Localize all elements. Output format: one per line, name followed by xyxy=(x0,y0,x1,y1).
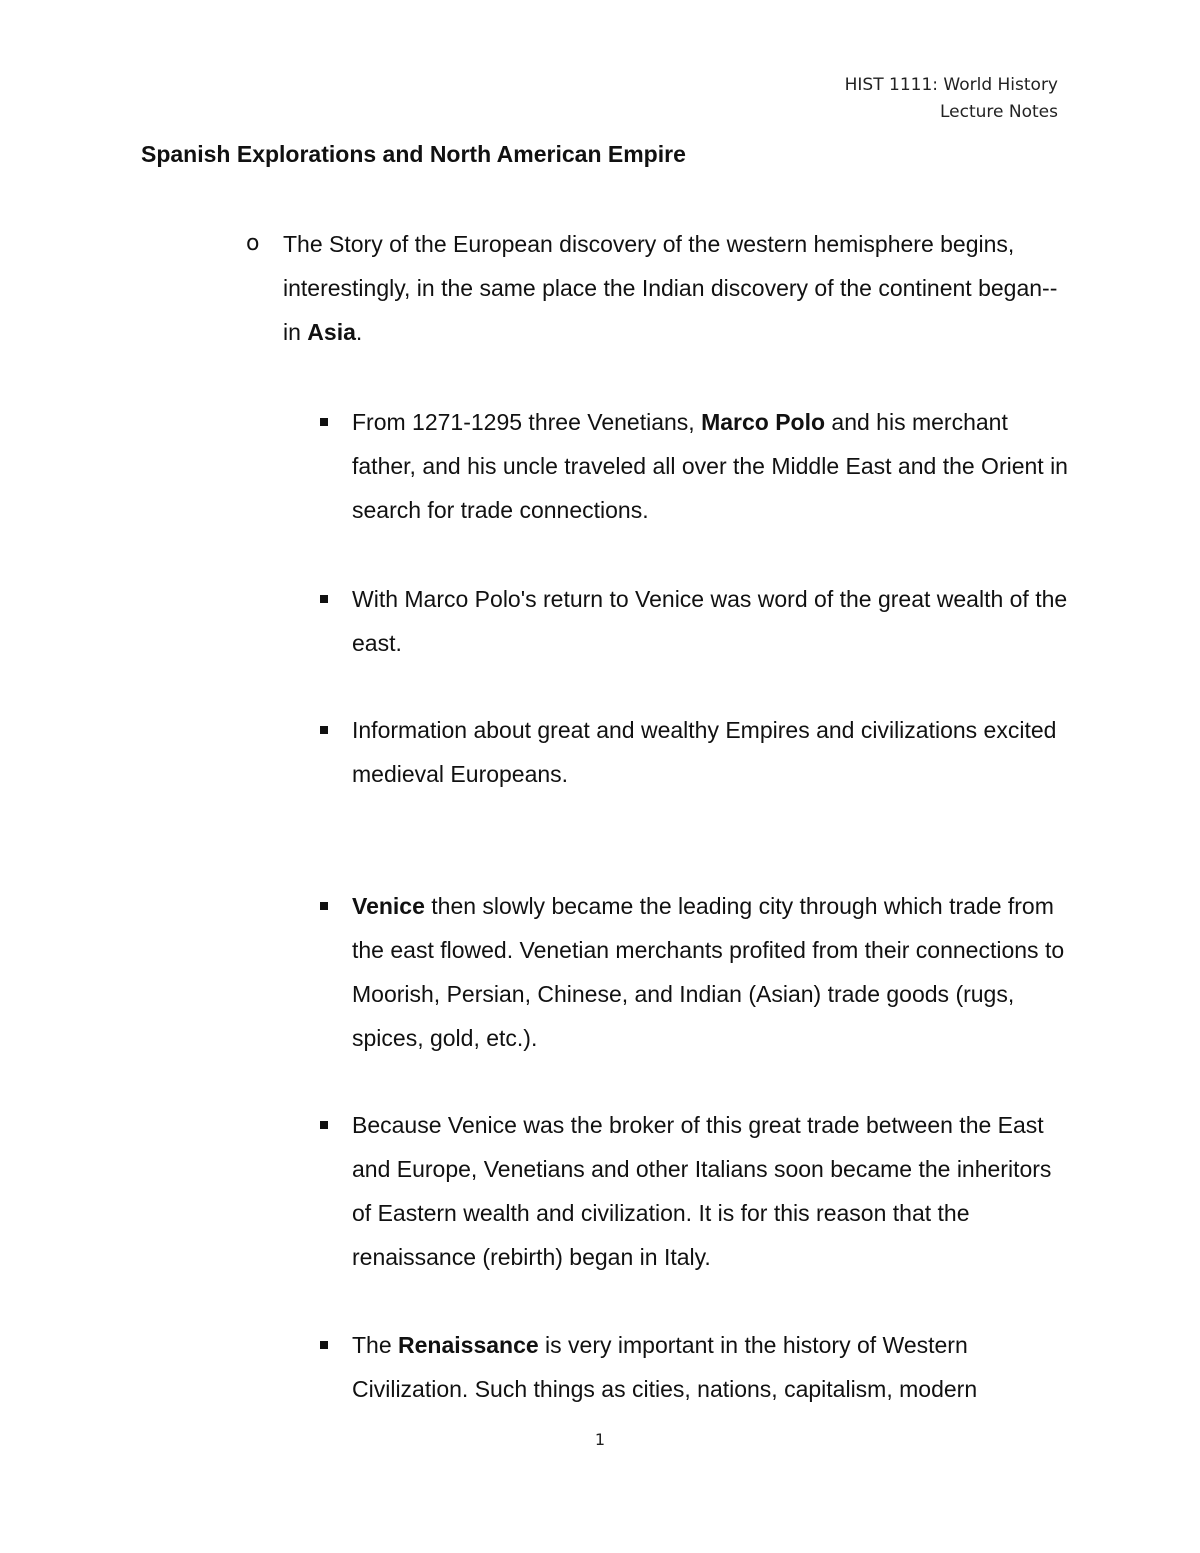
square-bullet-icon xyxy=(320,1121,328,1129)
circle-bullet-icon: o xyxy=(246,231,260,256)
course-title: HIST 1111: World History xyxy=(844,75,1058,95)
square-bullet-icon xyxy=(320,726,328,734)
bullet-item: Because Venice was the broker of this great trade between the East and Europe, Venetians and other Italians soon became the inheritors of Eastern wealth and civilization. It is for this reason that the renaissance (rebirth) began in Italy. xyxy=(352,1103,1072,1279)
bullet-item: From 1271-1295 three Venetians, Marco Polo and his merchant father, and his uncle traveled all over the Middle East and the Orient in search for trade connections. xyxy=(352,400,1072,532)
intro-paragraph: o The Story of the European discovery of the western hemisphere begins, interestingly, in the same place the Indian discovery of the continent began--in Asia. xyxy=(283,222,1063,354)
bullet-item: The Renaissance is very important in the history of Western Civilization. Such things as cities, nations, capitalism, modern xyxy=(352,1323,1072,1411)
page-number: 1 xyxy=(594,1430,606,1449)
square-bullet-icon xyxy=(320,418,328,426)
square-bullet-icon xyxy=(320,1341,328,1349)
notes-label: Lecture Notes xyxy=(940,102,1058,122)
bullet-item: Information about great and wealthy Empires and civilizations excited medieval Europeans. xyxy=(352,708,1072,796)
square-bullet-icon xyxy=(320,902,328,910)
bullet-item: Venice then slowly became the leading city through which trade from the east flowed. Venetian merchants profited from their connections to Moorish, Persian, Chinese, and Indian (Asian) trade goods (rugs, spices, gold, etc.). xyxy=(352,884,1072,1060)
bullet-item: With Marco Polo's return to Venice was word of the great wealth of the east. xyxy=(352,577,1072,665)
square-bullet-icon xyxy=(320,595,328,603)
page-header xyxy=(845,72,1058,126)
document-title: Spanish Explorations and North American Empire xyxy=(141,141,686,167)
